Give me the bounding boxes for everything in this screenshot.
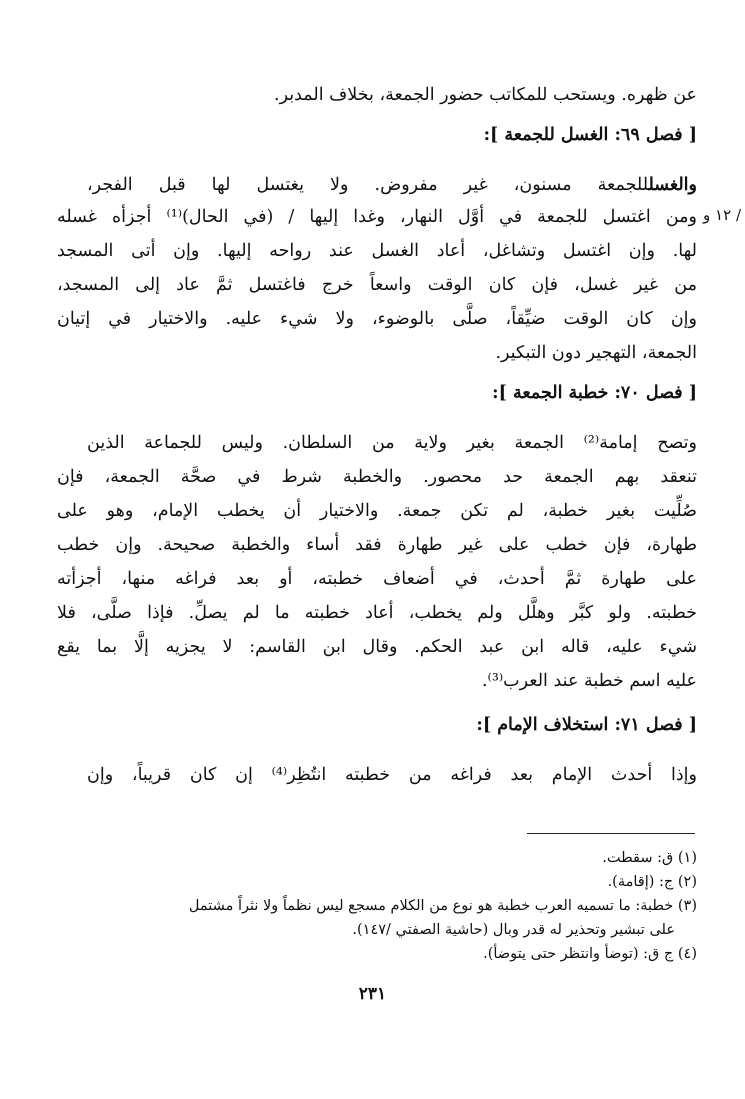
body-line: طهارة، فإن خطب على غير طهارة فقد أساء والخطبة صحيحة. وإن خطب [57,535,697,555]
body-line: تنعقد بهم الجمعة حد محصور. والخطبة شرط في صحَّة الجمعة، فإن [57,467,697,487]
body-line: ومن اغتسل للجمعة في أوَّل النهار، وغدا إليها / (في الحال)⁽¹⁾ أجزأه غسله [57,207,697,227]
body-line: شيء عليه، قاله ابن عبد الحكم. وقال ابن القاسم: لا يجزيه إلَّا بما يقع [57,637,697,657]
footnote-3-continued: على تبشير وتحذير له قدر وبال (حاشية الصفتي /١٤٧). [352,922,675,938]
footnote-2: (٢) ج: (إقامة). [607,874,697,890]
body-line: عليه اسم خطبة عند العرب⁽³⁾. [481,671,697,691]
footnote-1: (١) ق: سقطت. [602,850,697,866]
section-69-lead-word: والغسل [648,175,697,195]
body-line: الجمعة، التهجير دون التبكير. [495,343,697,363]
section-70-heading: [ فصل ٧٠: خطبة الجمعة ]: [492,383,697,403]
body-line: وتصح إمامة⁽²⁾ الجمعة بغير ولاية من السلطان. وليس للجماعة الذين [87,433,697,453]
footnote-3: (٣) خطبة: ما تسميه العرب خطبة هو نوع من الكلام مسجع ليس نظماً ولا نثراً مشتمل [188,898,697,914]
body-line: وإذا أحدث الإمام بعد فراغه من خطبته انتُظِر⁽⁴⁾ إن كان قريباً، وإن [87,765,697,785]
body-line: خطبته. ولو كبَّر وهلَّل ولم يخطب، أعاد خطبته ما لم يصلِّ. فإذا صلَّى، فلا [57,603,697,623]
margin-folio-note: / ١٢ و [703,206,741,224]
body-line: وإن كان الوقت ضيِّقاً، صلَّى بالوضوء، ولا شيء عليه. والاختيار في إتيان [57,309,697,329]
section-71-heading: [ فصل ٧١: استخلاف الإمام ]: [476,715,697,735]
body-line: لها. وإن اغتسل وتشاغل، أعاد الغسل عند رواحه إليها. وإن أتى المسجد [57,241,697,261]
body-line-with-lead [87,172,697,198]
section-69-heading: [ فصل ٦٩: الغسل للجمعة ]: [483,125,697,145]
body-line: من غير غسل، فإن كان الوقت واسعاً خرج فاغتسل ثمَّ عاد إلى المسجد، [57,275,697,295]
body-line: صُلِّيت بغير خطبة، لم تكن جمعة. والاختيار أن يخطب الإمام، وهو على [57,501,697,521]
body-line: على طهارة ثمَّ أحدث، في أضعاف خطبته، أو بعد فراغه منها، أجزأته [57,569,697,589]
footnote-separator [527,833,695,834]
body-line-text: للجمعة مسنون، غير مفروض. ولا يغتسل لها قبل الفجر، [87,175,649,195]
footnote-4: (٤) ج ق: (توضأ وانتظر حتى يتوضأ). [483,946,697,962]
page-number: ٢٣١ [358,984,387,1004]
body-line: عن ظهره. ويستحب للمكاتب حضور الجمعة، بخلاف المدبر. [274,85,697,105]
